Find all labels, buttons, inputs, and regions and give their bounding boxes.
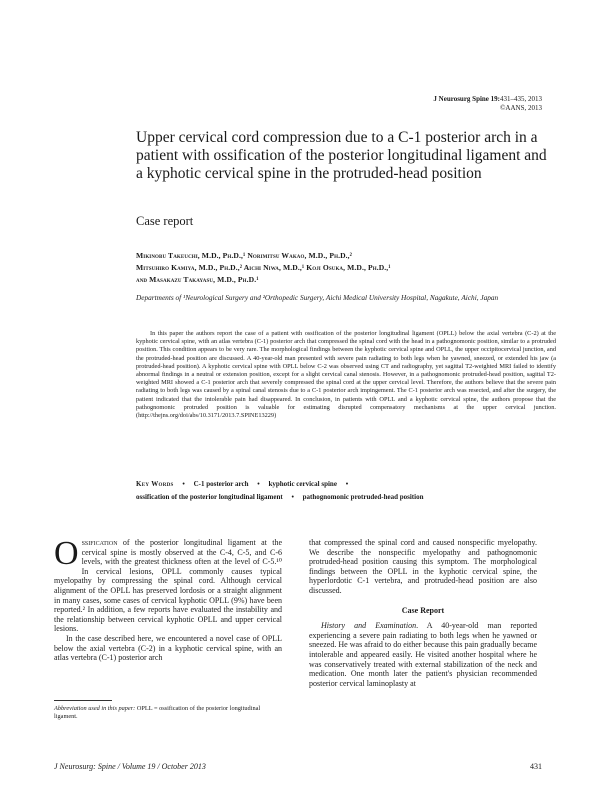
keyword-item: pathognomonic protruded-head position	[302, 492, 424, 501]
case-text: . A 40-year-old man reported experiencing a severe pain radiating to both legs when he yawned or sneezed. He was afraid to do either because this pain gradually became intolerable and appeared easily. He visited another hospital where he was conservatively treated with external stabilization of the neck and medication. One month later the patient's physician recommended posterior cervical laminoplasty at	[309, 621, 537, 688]
page-range: 431–435, 2013	[500, 95, 542, 103]
page-number: 431	[530, 762, 542, 771]
keyword-item: C-1 posterior arch	[193, 480, 249, 488]
footnote-text: OPLL = ossification of the posterior longitudinal ligament.	[54, 705, 261, 720]
authors-line-3: and Masakazu Takayasu, M.D., Ph.D.¹	[136, 275, 259, 284]
section-heading: Case Report	[401, 605, 445, 615]
article-subtitle: Case report	[136, 214, 194, 228]
case-paragraph	[309, 621, 537, 688]
keyword-bullet: •	[182, 480, 185, 488]
keywords-label: Key Words	[136, 480, 174, 488]
intro-text: of the posterior longitudinal ligament at the cervical spine is mostly observed at the C-4, C-5, and C-6 levels, with the greatest thickness often at the level of C-5.¹⁰ In cervical lesions, OPLL commonly causes typical myelopathy by compressing the spinal cord. Although cervical alignment of the OPLL has preserved lordosis or a straight alignment in many cases, some cases of cervical kyphotic OPLL (9%) have been reported.² In addition, a few reports have evaluated the instability and the relationship between cervical kyphotic OPLL and upper cervical lesions.	[54, 538, 282, 634]
copyright: ©AANS, 2013	[500, 104, 542, 112]
abstract-text: In this paper the authors report the case of a patient with ossification of the posterior longitudinal ligament (OPLL) below the axial vertebra (C-2) at the kyphotic cervical spine, with an atlas vertebra (C-1) posterior arch that compressed the spinal cord with the head in a pathognomonic position, similar to a protruded position. This condition appears to be very rare. The morphological findings between the kyphotic cervical spine and OPLL, the upper occipitocervical junction, and the protruded-head position are discussed. A 40-year-old man presented with severe pain radiating to both legs when he yawned, sneezed, or extended his jaw (a protruded-head position). A kyphotic cervical spine with OPLL below C-2 was observed using CT and radiography, yet sagittal T2-weighted MRI failed to identify abnormal findings in a neutral or extension position, except for a slight cervical canal stenosis. However, in a pathognomonic protruded-head position, sagittal T2-weighted MRI showed a C-1 posterior arch that severely compressed the spinal cord at the upper cervical level. Therefore, the authors believe that the severe pain radiating to both legs was caused by a spinal canal stenosis due to a C-1 posterior arch impingement. The C-1 posterior arch was resected, and after the surgery, the patient indicated that the intolerable pain had disappeared. In conclusion, in patients with OPLL and a kyphotic cervical spine, the authors propose that the pathognomonic protruded position is valuable for estimating disrupted compensatory mechanisms at the upper cervical junction.	[136, 330, 556, 411]
authors-line-2: Mitsuhiro Kamiya, M.D., Ph.D.,² Aichi Niwa, M.D.,¹ Koji Osuka, M.D., Ph.D.,¹	[136, 263, 391, 272]
doi-link[interactable]: (http://thejns.org/doi/abs/10.3171/2013.7.SPINE13229)	[136, 412, 277, 420]
keyword-bullet: •	[257, 480, 260, 488]
footnote-divider	[54, 700, 112, 701]
body-paragraph: In the case described here, we encountered a novel case of OPLL below the axial vertebra (C-2) in a kyphotic cervical spine, with an atlas vertebra (C-1) posterior arch	[54, 633, 282, 663]
keyword-item: kyphotic cervical spine	[268, 480, 337, 488]
keyword-bullet: •	[291, 492, 294, 501]
abstract	[136, 330, 556, 420]
body-paragraph: that compressed the spinal cord and caused nonspecific myelopathy. We describe the nonspecific myelopathy and pathognomonic protruded-head position causing this symptom. The morphological findings between the OPLL in the kyphotic cervical spine, the hyperlordotic C-1 vertebra, and protruded-head position are also discussed.	[309, 538, 537, 595]
intro-lead: ssification	[81, 538, 118, 547]
keyword-bullet: •	[345, 480, 349, 488]
body-column-right	[309, 538, 537, 688]
intro-paragraph	[54, 535, 282, 634]
running-footer: J Neurosurg: Spine / Volume 19 / October 2013	[54, 762, 206, 771]
keywords	[136, 478, 556, 503]
drop-cap: O	[54, 535, 79, 572]
keyword-item: ossification of the posterior longitudinal ligament	[136, 492, 283, 501]
author-list	[136, 250, 556, 286]
runin-heading: History and Examination	[321, 621, 417, 631]
journal-reference	[433, 95, 542, 113]
footnote-label: Abbreviation used in this paper:	[54, 705, 136, 712]
authors-line-1: Mikinobu Takeuchi, M.D., Ph.D.,¹ Norimitsu Wakao, M.D., Ph.D.,²	[136, 251, 353, 260]
journal-name: J Neurosurg Spine 19:	[433, 95, 500, 103]
body-column-left	[54, 535, 282, 663]
affiliation: Departments of ¹Neurological Surgery and ²Orthopedic Surgery, Aichi Medical University Hospital, Nagakute, Aichi, Japan	[136, 293, 499, 302]
footnote	[54, 705, 282, 721]
article-title: Upper cervical cord compression due to a C-1 posterior arch in a patient with ossification of the posterior longitudinal ligament and a kyphotic cervical spine in the protruded-head position	[136, 129, 547, 182]
